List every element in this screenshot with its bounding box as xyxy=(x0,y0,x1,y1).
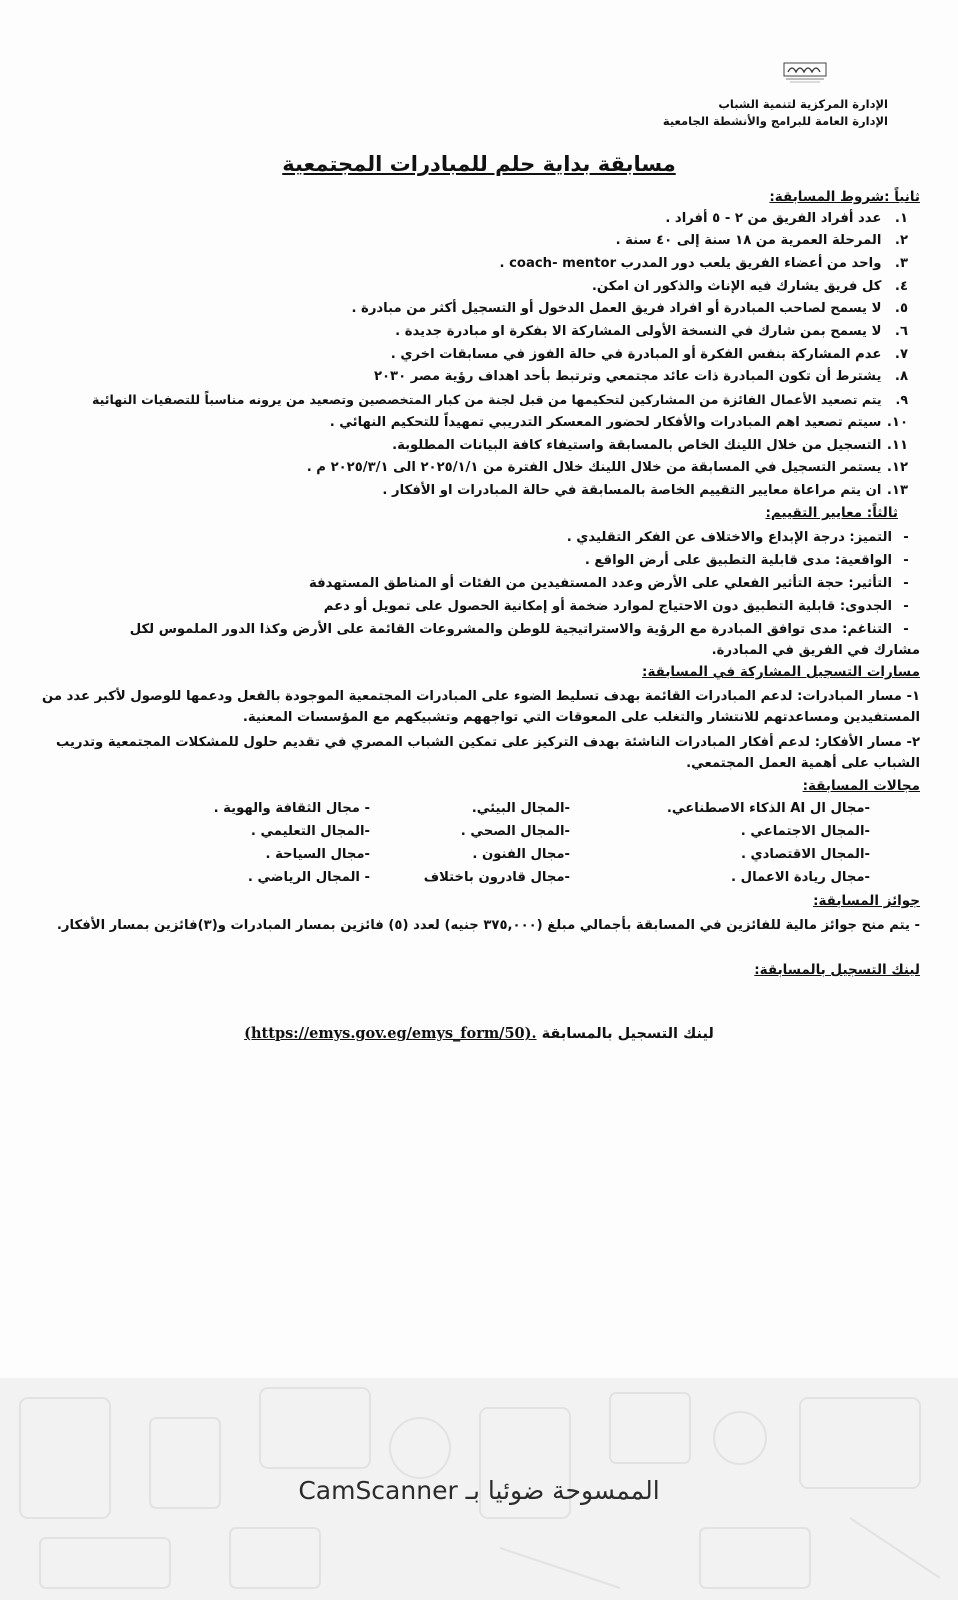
condition-item xyxy=(391,347,908,362)
condition-num: ١١. xyxy=(886,438,908,453)
condition-num: ٣. xyxy=(894,256,908,271)
page-title: مسابقة بداية حلم للمبادرات المجتمعية xyxy=(282,152,676,176)
condition-num: ٦. xyxy=(894,324,908,339)
prizes-heading: جوائز المسابقة: xyxy=(813,893,920,909)
prizes-text: - يتم منح جوائز مالية للفائزين في المسابقة بأجمالي مبلغ (٣٧٥,٠٠٠ جنيه) لعدد (٥) فائزين بمسار المبادرات و(٣)فائزين بمسار الأفكار. xyxy=(56,918,920,933)
condition-item xyxy=(616,233,908,248)
condition-text: كل فريق يشارك فيه الإناث والذكور ان امكن. xyxy=(591,279,882,294)
track-item: ٢- مسار الأفكار: لدعم أفكار المبادرات الناشئة بهدف التركيز على تمكين الشباب المصري في تقديم حلول للمشكلات المجتمعية وتدريب الشباب على أهمية العمل المجتمعي. xyxy=(55,735,920,771)
field-item: -مجال السياحة . xyxy=(265,847,370,862)
condition-item xyxy=(592,279,908,294)
criteria-heading: ثالثاً: معايير التقييم: xyxy=(765,505,898,521)
condition-item xyxy=(330,415,908,430)
condition-item xyxy=(395,324,908,339)
condition-item xyxy=(665,211,908,226)
condition-num: ٤. xyxy=(894,279,908,294)
fields-heading: مجالات المسابقة: xyxy=(802,778,920,794)
condition-num: ١. xyxy=(894,211,908,226)
tracks-heading: مسارات التسجيل المشاركة في المسابقة: xyxy=(642,664,920,680)
condition-text: لا يسمح لصاحب المبادرة أو افراد فريق العمل الدخول أو التسجيل أكثر من مبادرة . xyxy=(351,301,882,316)
field-item: -مجال ريادة الاعمال . xyxy=(731,870,870,885)
condition-num: ٩. xyxy=(895,392,908,407)
registration-link-line xyxy=(0,1025,958,1042)
condition-item xyxy=(307,460,908,475)
condition-num: ١٠. xyxy=(886,415,908,430)
condition-text: يشترط أن تكون المبادرة ذات عائد مجتمعي وترتبط بأحد اهداف رؤية مصر ٢٠٣٠ xyxy=(373,369,882,384)
field-item: -المجال البيئي. xyxy=(471,801,570,816)
condition-text: يتم تصعيد الأعمال الفائزة من المشاركين لتحكيمها من قبل لجنة من كبار المتخصصين وتصعيد من يرونه مناسباً للتصفيات النهائية xyxy=(91,392,882,407)
condition-text: لا يسمح بمن شارك في النسخة الأولى المشاركة الا بفكرة او مبادرة جديدة . xyxy=(395,324,882,339)
condition-text: سيتم تصعيد اهم المبادرات والأفكار لحضور المعسكر التدريبي تمهيداً للتحكيم النهائي . xyxy=(329,415,882,430)
condition-num: ٨. xyxy=(894,369,908,384)
condition-num: ١٣. xyxy=(886,483,908,498)
condition-item xyxy=(392,438,908,453)
condition-item xyxy=(351,301,908,316)
condition-text: واحد من أعضاء الفريق يلعب دور المدرب coach- mentor . xyxy=(499,256,882,271)
condition-item xyxy=(92,392,908,407)
condition-text: التسجيل من خلال اللينك الخاص بالمسابقة واستيفاء كافة البيانات المطلوبة. xyxy=(392,438,882,453)
condition-text: المرحلة العمرية من ١٨ سنة إلى ٤٠ سنة . xyxy=(615,233,882,248)
field-item: -المجال التعليمي . xyxy=(250,824,370,839)
criteria-item: -الجدوى: قابلية التطبيق دون الاحتياج لموارد ضخمة أو إمكانية الحصول على تمويل أو دعم xyxy=(323,599,909,614)
criteria-item: -التناغم: مدى توافق المبادرة مع الرؤية والاستراتيجية للوطن والمشروعات القائمة على الأرض وكذا الدور الملموس لكل مشارك في الفريق في المبادرة. xyxy=(129,622,920,658)
field-item: - المجال الرياضي . xyxy=(247,870,370,885)
condition-num: ٢. xyxy=(894,233,908,248)
org-line-2: الإدارة العامة للبرامج والأنشطة الجامعية xyxy=(662,114,888,128)
criteria-item: -التميز: درجة الإبداع والاختلاف عن الفكر التقليدي . xyxy=(566,530,909,545)
track-item: ١- مسار المبادرات: لدعم المبادرات القائمة بهدف تسليط الضوء على المبادرات المجتمعية الموجودة بالفعل ودعمها للوصول لأكبر عدد من المستفيدين ومساعدتهم للانتشار والتغلب على المعوقات التي تواجههم وتشبيكهم مع المؤسسات المعنية. xyxy=(42,689,920,725)
conditions-heading: ثانياً :شروط المسابقة: xyxy=(769,189,920,205)
field-item: - مجال الثقافة والهوية . xyxy=(213,801,370,816)
field-item: -المجال الاقتصادي . xyxy=(740,847,870,862)
criteria-item: -الواقعية: مدى قابلية التطبيق على أرض الواقع . xyxy=(584,553,909,568)
field-item: -مجال قادرون باختلاف xyxy=(423,870,570,885)
field-item: -مجال ال AI الذكاء الاصطناعي. xyxy=(666,801,870,816)
criteria-text: التناغم: مدى توافق المبادرة مع الرؤية والاستراتيجية للوطن والمشروعات القائمة على الأرض وكذا الدور الملموس لكل مشارك في الفريق في المبادرة. xyxy=(129,622,920,658)
criteria-text: التأثير: حجة التأثير الفعلي على الأرض وعدد المستفيدين من الفئات أو المناطق المستهدفة xyxy=(309,576,892,591)
criteria-text: الجدوى: قابلية التطبيق دون الاحتياج لموارد ضخمة أو إمكانية الحصول على تمويل أو دعم xyxy=(323,599,892,614)
criteria-item: -التأثير: حجة التأثير الفعلي على الأرض وعدد المستفيدين من الفئات أو المناطق المستهدفة xyxy=(309,576,909,591)
registration-url[interactable]: (https://emys.gov.eg/emys_form/50). xyxy=(244,1025,537,1042)
condition-num: ٥. xyxy=(894,301,908,316)
condition-num: ٧. xyxy=(894,347,908,362)
camscanner-watermark: الممسوحة ضوئيا بـ CamScanner xyxy=(298,1476,660,1505)
registration-heading: لينك التسجيل بالمسابقة: xyxy=(754,962,920,978)
condition-num: ١٢. xyxy=(886,460,908,475)
condition-text: عدد أفراد الفريق من ٢ - ٥ أفراد . xyxy=(665,211,882,226)
ministry-logo xyxy=(780,60,830,86)
field-item: -المجال الصحي . xyxy=(460,824,570,839)
field-item: -المجال الاجتماعي . xyxy=(740,824,870,839)
condition-text: عدم المشاركة بنفس الفكرة أو المبادرة في حالة الفوز في مسابقات اخري . xyxy=(390,347,882,362)
criteria-text: التميز: درجة الإبداع والاختلاف عن الفكر التقليدي . xyxy=(566,530,892,545)
registration-label: لينك التسجيل بالمسابقة xyxy=(541,1026,714,1042)
org-line-1: الإدارة المركزية لتنمية الشباب xyxy=(718,97,888,111)
condition-text: يستمر التسجيل في المسابقة من خلال اللينك خلال الفترة من ٢٠٢٥/١/١ الى ٢٠٢٥/٣/١ م . xyxy=(306,460,882,475)
condition-item xyxy=(499,256,908,271)
field-item: -مجال الفنون . xyxy=(472,847,570,862)
condition-item xyxy=(382,483,908,498)
condition-item xyxy=(374,369,908,384)
condition-text: ان يتم مراعاة معايير التقييم الخاصة بالمسابقة في حالة المبادرات او الأفكار . xyxy=(382,483,882,498)
criteria-text: الواقعية: مدى قابلية التطبيق على أرض الواقع . xyxy=(584,553,892,568)
